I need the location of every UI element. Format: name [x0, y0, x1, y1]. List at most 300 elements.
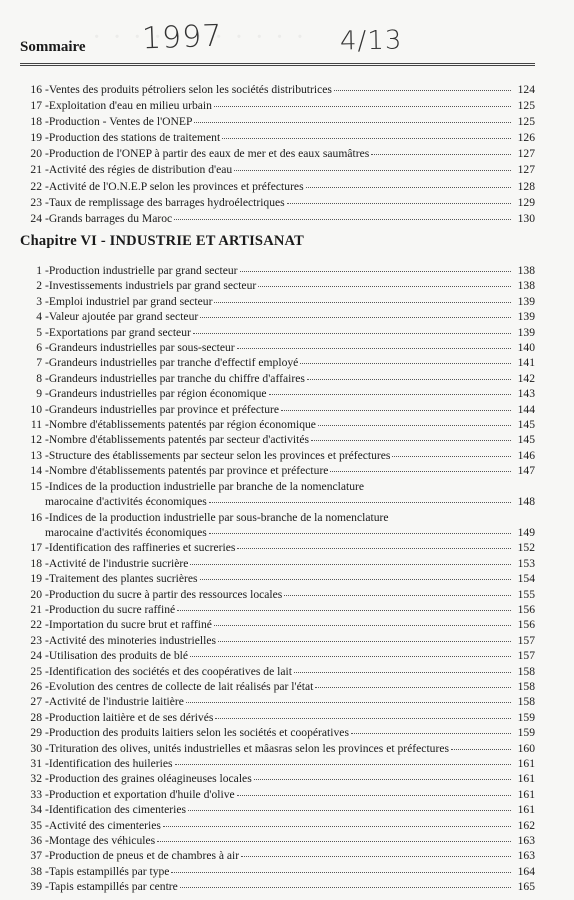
handwritten-page-ref: 4/13: [339, 25, 403, 57]
dot-leader: [281, 410, 511, 411]
toc-entry-dash: -: [45, 211, 49, 225]
dot-leader: [258, 286, 511, 287]
toc-entry: [20, 98, 535, 114]
toc-entry-title: Activité de l'industrie sucrière: [48, 556, 189, 570]
toc-entry-line: [20, 325, 535, 340]
toc-entry-number: 22: [30, 618, 42, 632]
toc-entry-page: 143: [517, 387, 535, 401]
dot-leader: [392, 456, 511, 457]
toc-entry-line: [20, 278, 535, 293]
toc-entry-page: 139: [517, 294, 535, 308]
toc-entry-dash: -: [45, 726, 49, 740]
toc-entry-page: 139: [517, 325, 535, 339]
toc-entry-number: 5: [36, 325, 42, 339]
toc-entry-title: Identification des cimenteries: [48, 803, 187, 817]
toc-entry-dash: -: [45, 131, 49, 145]
dot-leader: [237, 795, 511, 796]
toc-entry-number: 18: [30, 556, 42, 570]
toc-entry: [20, 211, 535, 227]
toc-entry-dash: -: [45, 99, 49, 113]
toc-entry-page: 155: [517, 587, 535, 601]
toc-entry-page: 158: [517, 695, 535, 709]
toc-entry-dash: -: [45, 325, 49, 339]
toc-entry-page: 128: [517, 179, 535, 193]
toc-entry-title: Identification des raffineries et sucreries: [48, 541, 236, 555]
toc-entry-page: 163: [517, 849, 535, 863]
toc-entry: [20, 802, 535, 817]
toc-entry-page: 158: [517, 679, 535, 693]
toc-entry-line: [20, 571, 535, 586]
toc-entry-number: 30: [30, 741, 42, 755]
dot-leader: [214, 625, 511, 626]
toc-entry-line: [20, 146, 535, 162]
toc-entry-title: Activité des minoteries industrielles: [48, 633, 216, 647]
toc-entry: [20, 146, 535, 162]
dot-leader: [200, 579, 511, 580]
dot-leader: [177, 610, 511, 611]
dot-leader: [174, 219, 511, 220]
toc-entry-dash: -: [45, 787, 49, 801]
toc-entry-page: 157: [517, 633, 535, 647]
toc-entry: [20, 602, 535, 617]
toc-entry-title: Production des produits laitiers selon les sociétés et coopératives: [48, 726, 349, 740]
toc-entry: [20, 195, 535, 211]
toc-entry-number: 16: [30, 510, 42, 524]
toc-entry-title: Activité de l'O.N.E.P selon les provinces et préfectures: [48, 179, 304, 193]
toc-entry-page: 129: [517, 195, 535, 209]
toc-entry: [20, 448, 535, 463]
toc-entry-dash: -: [45, 803, 49, 817]
toc-entry-line: [20, 648, 535, 663]
dot-leader: [193, 333, 511, 334]
toc-entry-dash: -: [45, 402, 49, 416]
toc-entry-dash: -: [45, 195, 49, 209]
toc-entry-number: 32: [30, 772, 42, 786]
toc-entry-dash: -: [45, 448, 49, 462]
toc-entry: [20, 571, 535, 586]
toc-entry-title-cont: marocaine d'activités économiques: [45, 525, 207, 539]
toc-entry-line: [20, 802, 535, 817]
toc-entry: [20, 263, 535, 278]
toc-entry-line: [20, 771, 535, 786]
toc-entry: [20, 818, 535, 833]
toc-entry-title: Activité des cimenteries: [48, 818, 161, 832]
toc-entry: [20, 771, 535, 786]
toc-entry-dash: -: [45, 880, 49, 894]
toc-entry-title: Tapis estampillés par type: [48, 864, 170, 878]
toc-entry-page: 140: [517, 341, 535, 355]
toc-entry-dash: -: [45, 147, 49, 161]
toc-entry: [20, 371, 535, 386]
toc-entry-page: 130: [517, 211, 535, 225]
dot-leader: [171, 872, 511, 873]
toc-entry-dash: -: [45, 679, 49, 693]
toc-entry: [20, 648, 535, 663]
dot-leader: [157, 841, 511, 842]
toc-entry-line: [20, 98, 535, 114]
dot-leader: [307, 379, 511, 380]
toc-entry-line: [20, 741, 535, 756]
toc-entry-line: [20, 371, 535, 386]
toc-entry-dash: -: [45, 818, 49, 832]
toc-entry-title: Indices de la production industrielle par sous-branche de la nomenclature: [48, 510, 389, 524]
toc-entry-line: [20, 432, 535, 447]
toc-entry: [20, 130, 535, 146]
toc-entry-title: Production de pneus et de chambres à air: [48, 849, 240, 863]
toc-entry-dash: -: [45, 356, 49, 370]
toc-entry-page: 146: [517, 448, 535, 462]
toc-entry-number: 38: [30, 864, 42, 878]
toc-entry-line: [20, 602, 535, 617]
header-rule-2: [20, 65, 535, 66]
toc-entry-page: 124: [517, 83, 535, 96]
toc-entry-page: 162: [517, 818, 535, 832]
toc-entry-number: 11: [30, 418, 42, 432]
handwritten-year: 1997: [141, 18, 223, 57]
toc-entry-dash: -: [45, 163, 49, 177]
toc-entry-dash: -: [45, 479, 49, 493]
toc-entry-line: [20, 417, 535, 432]
toc-entry: [20, 417, 535, 432]
toc-entry-line: [20, 463, 535, 478]
toc-entry-page: 159: [517, 726, 535, 740]
toc-entry: [20, 664, 535, 679]
dot-leader: [351, 733, 511, 734]
toc-entry-title: Ventes des produits pétroliers selon les sociétés distributrices: [48, 83, 332, 96]
dot-leader: [200, 317, 511, 318]
toc-entry: [20, 463, 535, 478]
toc-entry: [20, 179, 535, 195]
toc-entry-line: [20, 510, 535, 525]
dot-leader: [287, 203, 511, 204]
toc-entry-number: 25: [30, 664, 42, 678]
toc-entry: [20, 633, 535, 648]
toc-entry-dash: -: [45, 649, 49, 663]
toc-entry-dash: -: [45, 757, 49, 770]
toc-entry-number: 29: [30, 726, 42, 740]
toc-entry-title: Production du sucre à partir des ressources locales: [48, 587, 283, 601]
toc-entry: [20, 741, 535, 756]
toc-entry-line: [20, 679, 535, 694]
dot-leader: [311, 440, 511, 441]
dot-leader: [330, 471, 511, 472]
toc-entry: [20, 82, 535, 98]
toc-entry: [20, 833, 535, 848]
toc-entry-number: 19: [30, 131, 42, 145]
dot-leader: [371, 154, 511, 155]
toc-entry-line: [20, 179, 535, 195]
toc-entry-dash: -: [45, 695, 49, 709]
dot-leader: [300, 363, 511, 364]
toc-section-main: [20, 263, 535, 895]
toc-entry-dash: -: [45, 279, 49, 293]
toc-entry: [20, 787, 535, 802]
toc-entry-dash: -: [45, 341, 49, 355]
toc-entry-line: [20, 587, 535, 602]
toc-entry: [20, 309, 535, 324]
toc-entry-number: 22: [30, 179, 42, 193]
toc-entry-dash: -: [45, 433, 49, 447]
dot-leader: [294, 672, 511, 673]
toc-entry-dash: -: [45, 664, 49, 678]
toc-entry-title: Production laitière et de ses dérivés: [48, 710, 214, 724]
toc-entry-page: 161: [517, 803, 535, 817]
toc-entry: [20, 540, 535, 555]
toc-entry-number: 24: [30, 211, 42, 225]
toc-entry-number: 10: [30, 402, 42, 416]
toc-entry-title: Tapis estampillés par centre: [48, 880, 178, 894]
dot-leader: [254, 779, 511, 780]
toc-entry-line: [20, 848, 535, 863]
toc-entry-title: Grands barrages du Maroc: [48, 211, 173, 225]
toc-entry-line: [20, 211, 535, 227]
dot-leader: [284, 595, 511, 596]
toc-entry-page: 138: [517, 264, 535, 277]
toc-entry-dash: -: [45, 864, 49, 878]
toc-entry-page: 125: [517, 115, 535, 129]
dot-leader: [222, 138, 511, 139]
toc-entry-number: 2: [36, 279, 42, 293]
toc-entry-line: [20, 309, 535, 324]
toc-entry-page: 125: [517, 99, 535, 113]
toc-entry-dash: -: [45, 633, 49, 647]
toc-entry: [20, 617, 535, 632]
toc-entry: [20, 402, 535, 417]
toc-entry-number: 16: [30, 83, 42, 96]
toc-entry-line: [20, 263, 535, 278]
toc-entry-number: 9: [36, 387, 42, 401]
toc-entry: [20, 879, 535, 894]
toc-entry: [20, 510, 535, 541]
toc-entry-dash: -: [45, 710, 49, 724]
toc-entry: [20, 294, 535, 309]
toc-entry-dash: -: [45, 387, 49, 401]
header-rule: [20, 63, 535, 64]
toc-entry-title: Importation du sucre brut et raffiné: [48, 618, 212, 632]
toc-entry-dash: -: [45, 418, 49, 432]
toc-entry: [20, 756, 535, 771]
toc-entry-number: 36: [30, 834, 42, 848]
page-title: Sommaire: [20, 39, 86, 55]
toc-entry-title: Exportations par grand secteur: [48, 325, 191, 339]
toc-entry-title: Valeur ajoutée par grand secteur: [48, 310, 199, 324]
toc-entry: [20, 556, 535, 571]
dot-leader: [188, 810, 511, 811]
toc-entry-dash: -: [45, 541, 49, 555]
toc-entry-number: 4: [36, 310, 42, 324]
toc-entry-title: Activité de l'industrie laitière: [48, 695, 184, 709]
toc-entry-title: Production des graines oléagineuses locales: [48, 772, 252, 786]
toc-entry-page: 152: [517, 541, 535, 555]
toc-entry-dash: -: [45, 556, 49, 570]
toc-entry-dash: -: [45, 834, 49, 848]
toc-entry-title: Structure des établissements par secteur selon les provinces et préfectures: [48, 448, 391, 462]
toc-entry-line: [20, 540, 535, 555]
toc-entry-line: [20, 525, 535, 540]
toc-entry: [20, 162, 535, 178]
toc-entry-line: [20, 633, 535, 648]
toc-entry-page: 154: [517, 572, 535, 586]
dot-leader: [180, 887, 511, 888]
toc-entry-dash: -: [45, 772, 49, 786]
toc-entry-line: [20, 879, 535, 894]
toc-entry-title: Indices de la production industrielle par branche de la nomenclature: [48, 479, 365, 493]
toc-entry-line: [20, 617, 535, 632]
toc-entry-line: [20, 114, 535, 130]
toc-entry-page: 138: [517, 279, 535, 293]
toc-entry-line: [20, 340, 535, 355]
toc-entry-title: Identification des sociétés et des coopératives de lait: [48, 664, 292, 678]
toc-entry-title: Investissements industriels par grand secteur: [48, 279, 257, 293]
toc-entry-line: [20, 82, 535, 98]
toc-entry-number: 23: [30, 195, 42, 209]
toc-entry-title: Utilisation des produits de blé: [48, 649, 188, 663]
dot-leader: [163, 826, 511, 827]
dot-leader: [234, 170, 511, 171]
toc-entry-title-cont: marocaine d'activités économiques: [45, 495, 207, 509]
toc-entry-line: [20, 725, 535, 740]
toc-entry-number: 1: [36, 264, 42, 277]
toc-entry-title: Production du sucre raffiné: [48, 602, 176, 616]
toc-entry-title: Grandeurs industrielles par tranche d'effectif employé: [48, 356, 299, 370]
dot-leader: [190, 656, 511, 657]
toc-entry-title: Montage des véhicules: [48, 834, 156, 848]
toc-entry-number: 35: [30, 818, 42, 832]
toc-entry-page: 139: [517, 310, 535, 324]
dot-leader: [240, 271, 511, 272]
dot-leader: [318, 425, 511, 426]
toc-entry-dash: -: [45, 310, 49, 324]
toc-entry-line: [20, 864, 535, 879]
toc-entry-number: 12: [30, 433, 42, 447]
dot-leader: [209, 502, 511, 503]
toc-entry-title: Identification des huileries: [48, 757, 173, 770]
toc-entry-dash: -: [45, 587, 49, 601]
toc-entry-page: 157: [517, 649, 535, 663]
toc-entry-page: 153: [517, 556, 535, 570]
toc-entry-number: 23: [30, 633, 42, 647]
toc-entry-dash: -: [45, 264, 49, 277]
toc-entry-number: 21: [30, 163, 42, 177]
toc-entry-title: Production industrielle par grand secteur: [48, 264, 238, 277]
toc-entry: [20, 325, 535, 340]
toc-entry-page: 161: [517, 787, 535, 801]
toc-entry-page: 127: [517, 163, 535, 177]
toc-entry-page: 149: [517, 525, 535, 539]
dot-leader: [190, 564, 511, 565]
toc-entry-title: Exploitation d'eau en milieu urbain: [48, 99, 212, 113]
dot-leader: [215, 718, 511, 719]
toc-entry: [20, 864, 535, 879]
toc-entry-dash: -: [45, 602, 49, 616]
toc-entry-number: 8: [36, 371, 42, 385]
toc-entry-page: 147: [517, 464, 535, 478]
toc-entry: [20, 386, 535, 401]
toc-entry-dash: -: [45, 371, 49, 385]
toc-entry-line: [20, 556, 535, 571]
toc-entry-line: [20, 787, 535, 802]
dot-leader: [451, 749, 511, 750]
toc-entry-number: 14: [30, 464, 42, 478]
toc-entry-line: [20, 694, 535, 709]
toc-entry-title: Grandeurs industrielles par province et préfecture: [48, 402, 280, 416]
toc-entry-number: 13: [30, 448, 42, 462]
toc-entry-number: 17: [30, 99, 42, 113]
toc-entry-dash: -: [45, 115, 49, 129]
toc-entry-number: 33: [30, 787, 42, 801]
toc-entry: [20, 725, 535, 740]
dot-leader: [306, 187, 511, 188]
toc-entry: [20, 278, 535, 293]
toc-entry: [20, 694, 535, 709]
dot-leader: [194, 122, 511, 123]
toc-entry: [20, 114, 535, 130]
toc-entry-line: [20, 294, 535, 309]
toc-entry: [20, 479, 535, 510]
toc-entry-title: Production des stations de traitement: [48, 131, 221, 145]
toc-entry-page: 127: [517, 147, 535, 161]
toc-entry-title: Traitement des plantes sucrières: [48, 572, 198, 586]
toc-entry-title: Production - Ventes de l'ONEP: [48, 115, 193, 129]
toc-entry-line: [20, 756, 535, 771]
toc-entry-number: 19: [30, 572, 42, 586]
dot-leader: [315, 687, 511, 688]
toc-entry-line: [20, 479, 535, 494]
toc-entry-page: 160: [517, 741, 535, 755]
toc-entry-number: 28: [30, 710, 42, 724]
toc-entry-line: [20, 162, 535, 178]
toc-entry-number: 21: [30, 602, 42, 616]
toc-entry-number: 26: [30, 679, 42, 693]
toc-section-top: [20, 82, 535, 227]
toc-entry-number: 31: [30, 757, 42, 770]
toc-entry-title: Nombre d'établissements patentés par province et préfecture: [48, 464, 329, 478]
toc-entry-line: [20, 386, 535, 401]
toc-entry-page: 158: [517, 664, 535, 678]
toc-entry-title: Grandeurs industrielles par tranche du chiffre d'affaires: [48, 371, 305, 385]
toc-entry-line: [20, 355, 535, 370]
toc-entry-dash: -: [45, 618, 49, 632]
toc-entry: [20, 340, 535, 355]
dot-leader: [214, 302, 511, 303]
toc-entry-title: Nombre d'établissements patentés par région économique: [48, 418, 316, 432]
toc-entry: [20, 432, 535, 447]
toc-entry-page: 164: [517, 864, 535, 878]
toc-entry-page: 141: [517, 356, 535, 370]
toc-entry-dash: -: [45, 510, 49, 524]
toc-entry-number: 3: [36, 294, 42, 308]
toc-entry-number: 17: [30, 541, 42, 555]
toc-entry-page: 156: [517, 618, 535, 632]
toc-entry-dash: -: [45, 741, 49, 755]
toc-entry-number: 20: [30, 587, 42, 601]
toc-entry-dash: -: [45, 572, 49, 586]
toc-entry-number: 34: [30, 803, 42, 817]
dot-leader: [334, 90, 511, 91]
toc-entry-title: Grandeurs industrielles par région économique: [48, 387, 267, 401]
dot-leader: [186, 702, 511, 703]
dot-leader: [214, 106, 511, 107]
toc-entry-page: 145: [517, 418, 535, 432]
dot-leader: [175, 764, 511, 765]
toc-entry: [20, 587, 535, 602]
toc-entry: [20, 679, 535, 694]
toc-entry-dash: -: [45, 294, 49, 308]
toc-entry-page: 126: [517, 131, 535, 145]
toc-entry-line: [20, 494, 535, 509]
toc-entry-page: 163: [517, 834, 535, 848]
toc-entry: [20, 710, 535, 725]
